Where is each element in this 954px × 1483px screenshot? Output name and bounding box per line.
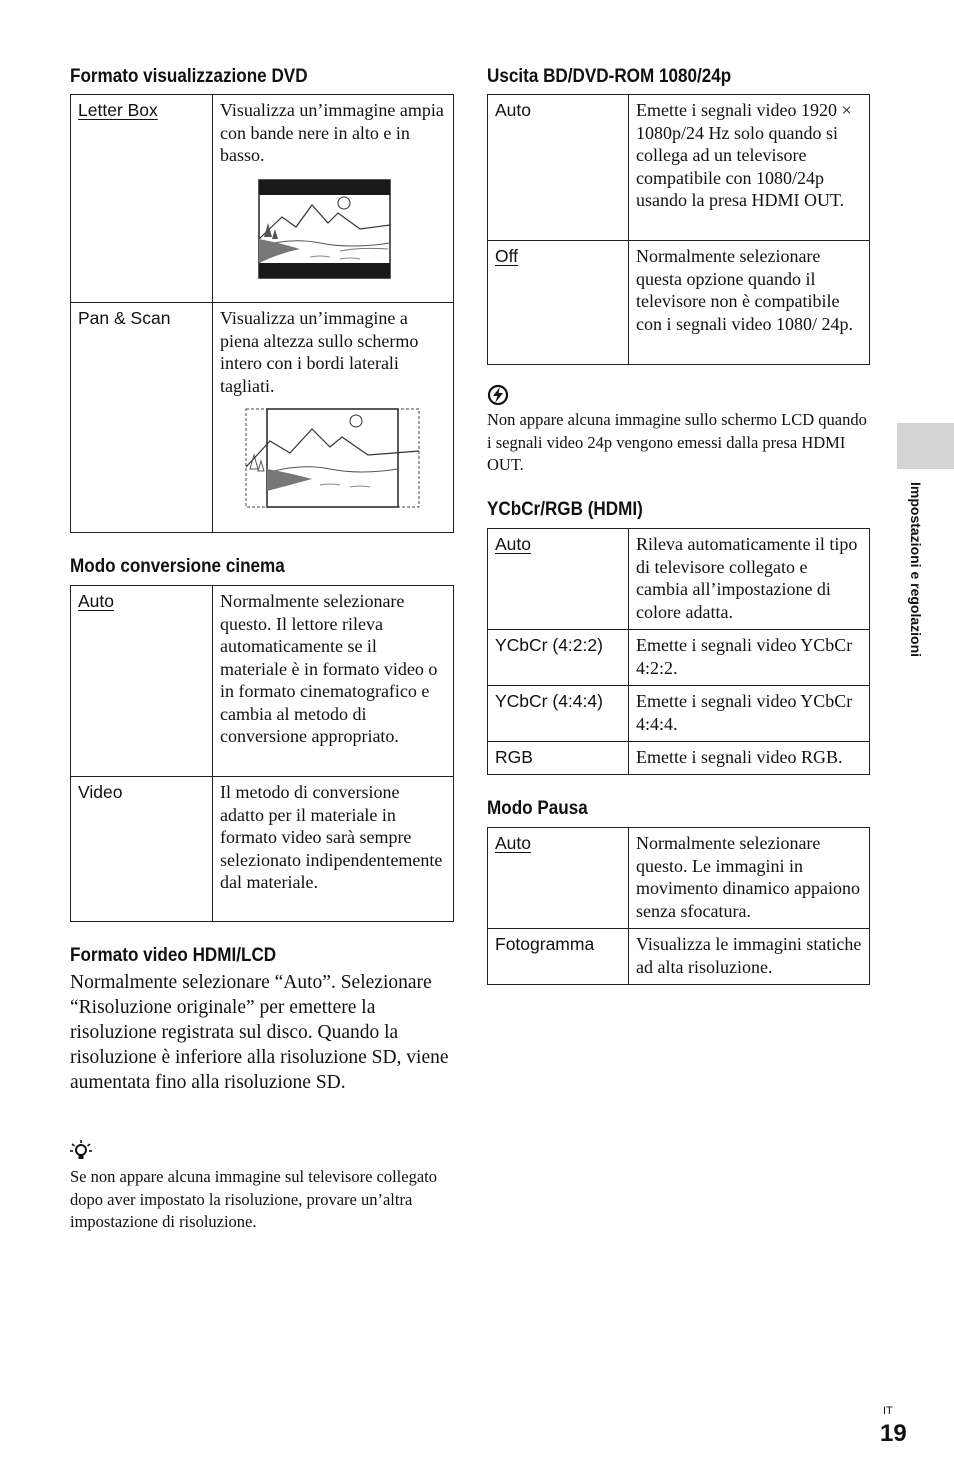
option-auto: Auto [495, 534, 531, 554]
option-desc: Visualizza un’immagine a piena altezza sullo schermo intero con i bordi laterali tagliati. [220, 308, 419, 396]
option-desc: Emette i segnali video 1920 × 1080p/24 Hz solo quando si collega ad un televisore compatibile con 1080/24p usando la presa HDMI OUT. [629, 95, 870, 241]
ycbcr-table [487, 528, 870, 775]
tip-text: Se non appare alcuna immagine sul televisore collegato dopo aver impostato la risoluzione, provare un’altra impostazione di risoluzione. [70, 1167, 437, 1231]
tip-lightbulb-icon [70, 1140, 92, 1162]
note-warning-icon [487, 384, 509, 406]
section-title-hdmi-lcd: Formato video HDMI/LCD [70, 945, 277, 966]
section-title-pause: Modo Pausa [487, 798, 588, 819]
page-number: 19 [880, 1420, 907, 1447]
option-fotogramma: Fotogramma [488, 929, 629, 985]
section-title-bd-output: Uscita BD/DVD-ROM 1080/24p [487, 66, 732, 87]
option-letter-box: Letter Box [78, 100, 158, 120]
option-off: Off [495, 246, 519, 266]
cinema-table [70, 585, 454, 922]
option-auto: Auto [78, 591, 114, 611]
table-row [71, 303, 454, 533]
letterbox-illustration [220, 177, 446, 279]
table-row [488, 742, 870, 775]
section-tab-marker [897, 423, 954, 469]
option-desc: Visualizza un’immagine ampia con bande nere in alto e in basso. [220, 100, 444, 165]
sidebar-section-label: Impostazioni e regolazioni [908, 482, 924, 658]
table-row [488, 529, 870, 630]
option-desc: Il metodo di conversione adatto per il materiale in formato video sarà sempre selezionato indipendentemente dal materiale. [213, 777, 454, 922]
option-desc: Normalmente selezionare questa opzione quando il televisore non è compatibile con i segnali video 1080/ 24p. [629, 241, 870, 365]
pan-scan-illustration [220, 407, 446, 509]
option-video: Video [71, 777, 213, 922]
table-row [488, 95, 870, 241]
table-row [71, 777, 454, 922]
section-title-dvd-format: Formato visualizzazione DVD [70, 66, 308, 87]
option-auto: Auto [488, 95, 629, 241]
option-auto: Auto [495, 833, 531, 853]
option-desc: Rileva automaticamente il tipo di televisore collegato e cambia all’impostazione di colore adatta. [629, 529, 870, 630]
table-row [71, 95, 454, 303]
table-row [488, 686, 870, 742]
option-pan-scan: Pan & Scan [71, 303, 213, 533]
option-desc: Normalmente selezionare questo. Le immagini in movimento dinamico appaiono senza sfocatura. [629, 828, 870, 929]
table-row [71, 586, 454, 777]
option-desc: Normalmente selezionare questo. Il lettore rileva automaticamente se il materiale è in formato video o in formato cinematografico e cambia al metodo di conversione appropriato. [213, 586, 454, 777]
option-ycbcr-422: YCbCr (4:2:2) [488, 630, 629, 686]
bd-output-table [487, 94, 870, 365]
option-desc: Emette i segnali video YCbCr 4:4:4. [629, 686, 870, 742]
section-title-ycbcr: YCbCr/RGB (HDMI) [487, 499, 643, 520]
language-code: IT [883, 1405, 893, 1417]
option-desc: Emette i segnali video RGB. [629, 742, 870, 775]
option-desc: Emette i segnali video YCbCr 4:2:2. [629, 630, 870, 686]
hdmi-lcd-body: Normalmente selezionare “Auto”. Selezionare “Risoluzione originale” per emettere la risoluzione registrata sul disco. Quando la risoluzione è inferiore alla risoluzione SD, viene aumentata fino alla risoluzione SD. [70, 972, 449, 1093]
option-desc: Visualizza le immagini statiche ad alta risoluzione. [629, 929, 870, 985]
option-rgb: RGB [488, 742, 629, 775]
note-text: Non appare alcuna immagine sullo schermo LCD quando i segnali video 24p vengono emessi dalla presa HDMI OUT. [487, 410, 867, 474]
table-row [488, 828, 870, 929]
table-row [488, 929, 870, 985]
table-row [488, 630, 870, 686]
dvd-format-table [70, 94, 454, 533]
section-title-cinema: Modo conversione cinema [70, 556, 285, 577]
table-row [488, 241, 870, 365]
option-ycbcr-444: YCbCr (4:4:4) [488, 686, 629, 742]
pause-table [487, 827, 870, 985]
